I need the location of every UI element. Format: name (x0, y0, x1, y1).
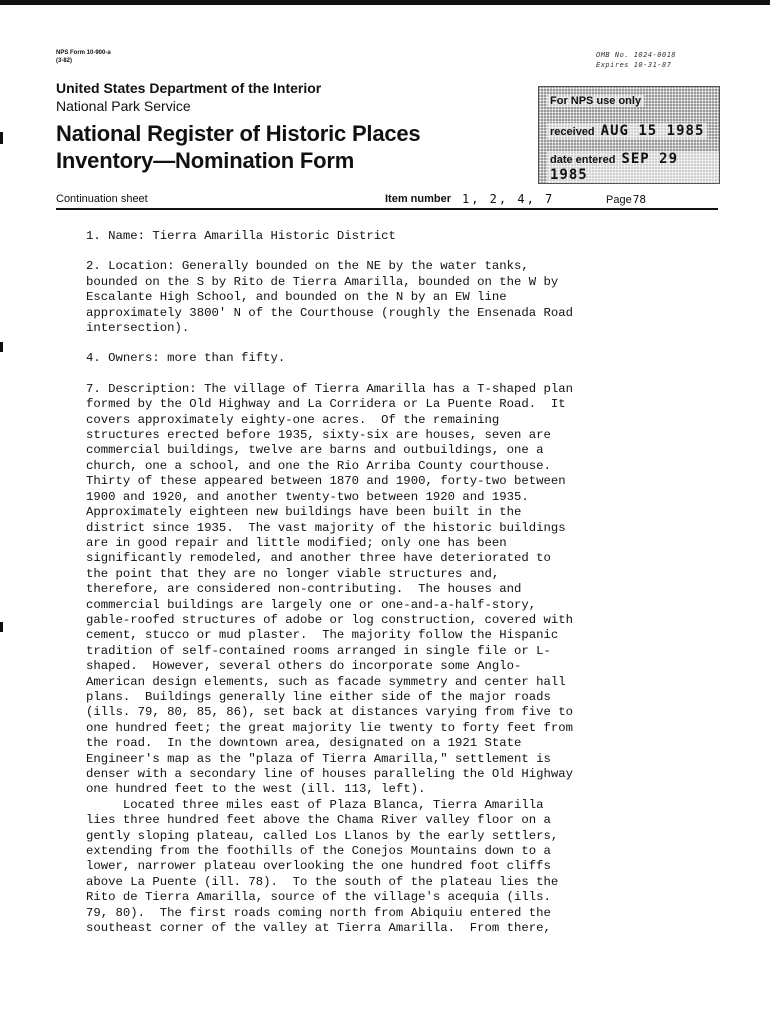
text-line: intersection). (86, 321, 190, 336)
text-line: commercial buildings are largely one or one-and-a-half-story, (86, 597, 537, 612)
page-number: 78 (632, 193, 646, 206)
form-revision: (3-82) (56, 58, 73, 64)
omb-number: OMB No. 1024-0018 (596, 51, 677, 59)
text-line: American design elements, such as facade symmetry and center hall (86, 674, 566, 689)
text-line: Located three miles east of Plaza Blanca, Tierra Amarilla (86, 797, 544, 812)
paragraph-gap (86, 244, 706, 259)
paragraph-gap (86, 367, 706, 382)
text-line: southeast corner of the valley at Tierra Amarilla. From there, (86, 921, 551, 936)
text-line: cement, stucco or mud plaster. The majority follow the Hispanic (86, 628, 559, 643)
text-line: Escalante High School, and bounded on the N by an EW line (86, 290, 507, 305)
form-number: NPS Form 10-900-a (56, 50, 111, 56)
department-name: United States Department of the Interior (56, 80, 322, 96)
text-line: one hundred feet to the west (ill. 113, left). (86, 782, 426, 797)
text-line: (ills. 79, 80, 85, 86), set back at distances varying from five to (86, 705, 574, 720)
entered-label: date entered (550, 154, 616, 166)
form-identifier (56, 49, 111, 65)
paragraph-gap (86, 336, 706, 351)
page-label: Page (606, 194, 632, 206)
text-line: Thirty of these appeared between 1870 and 1900, forty-two between (86, 474, 566, 489)
paragraph (86, 259, 706, 336)
header-rule (56, 208, 718, 210)
nomination-text (86, 229, 706, 936)
text-line: the road. In the downtown area, designated on a 1921 State (86, 736, 522, 751)
text-line: 7. Description: The village of Tierra Amarilla has a T-shaped plan (86, 381, 574, 396)
form-title (56, 120, 420, 174)
text-line: one hundred feet; the great majority lie twenty to forty feet from (86, 720, 574, 735)
text-line: above La Puente (ill. 78). To the south of the plateau lies the (86, 874, 559, 889)
text-line: church, one a school, and one the Rio Arriba County courthouse. (86, 458, 551, 473)
paragraph (86, 382, 706, 937)
scan-edge-mark (0, 622, 3, 632)
text-line: lies three hundred feet above the Chama River valley floor on a (86, 813, 551, 828)
text-line: tradition of self-contained rooms arranged in single file or L- (86, 643, 551, 658)
service-name: National Park Service (56, 98, 191, 114)
text-line: Engineer's map as the "plaza of Tierra Amarilla," settlement is (86, 751, 551, 766)
text-line: 79, 80). The first roads coming north from Abiquiu entered the (86, 905, 551, 920)
form-title-line-2: Inventory—Nomination Form (56, 148, 355, 173)
text-line: Rito de Tierra Amarilla, source of the village's acequia (ills. (86, 890, 551, 905)
nps-use-only-box (538, 86, 720, 184)
text-line: 4. Owners: more than fifty. (86, 351, 286, 366)
text-line: 1. Name: Tierra Amarilla Historic District (86, 229, 396, 243)
scan-edge-mark (0, 342, 3, 352)
text-line: commercial buildings, twelve are barns and outbuildings, one a (86, 443, 544, 458)
text-line: approximately 3800' N of the Courthouse (roughly the Ensenada Road (86, 305, 574, 320)
text-line: plans. Buildings generally line either side of the major roads (86, 689, 551, 704)
omb-approval (596, 50, 676, 70)
received-date: AUG 15 1985 (600, 123, 705, 139)
text-line: therefore, are considered non-contributing. The houses and (86, 582, 522, 597)
form-title-line-1: National Register of Historic Places (56, 121, 421, 146)
text-line: shaped. However, several others do incorporate some Anglo- (86, 659, 522, 674)
continuation-row (56, 193, 718, 207)
scan-edge-mark (0, 132, 3, 144)
text-line: significantly remodeled, and another three have deteriorated to (86, 551, 551, 566)
page-indicator (606, 193, 646, 206)
continuation-sheet-label: Continuation sheet (56, 193, 148, 205)
received-stamp (547, 123, 707, 139)
text-line: Approximately eighteen new buildings have been built in the (86, 505, 522, 520)
paragraph (86, 229, 706, 244)
nps-use-label: For NPS use only (547, 95, 644, 107)
text-line: denser with a secondary line of houses paralleling the Old Highway (86, 767, 574, 781)
text-line: lower, narrower plateau overlooking the one hundred foot cliffs (86, 859, 551, 874)
top-border (0, 0, 770, 5)
text-line: structures erected before 1935, sixty-six are houses, seven are (86, 428, 551, 443)
text-line: district since 1935. The vast majority of the historic buildings (86, 520, 566, 535)
text-line: covers approximately eighty-one acres. Of the remaining (86, 412, 500, 427)
item-number-label: Item number (385, 193, 452, 205)
text-line: bounded on the S by Rito de Tierra Amarilla, bounded on the W by (86, 274, 559, 289)
text-line: are in good repair and little modified; only one has been (86, 535, 507, 550)
item-number-value: 1, 2, 4, 7 (462, 192, 555, 206)
entered-date: SEP 29 1985 (550, 151, 678, 183)
text-line: formed by the Old Highway and La Corridera or La Puente Road. It (86, 397, 566, 412)
entered-stamp (547, 151, 719, 183)
paragraph (86, 351, 706, 366)
text-line: the point that they are no longer viable structures and, (86, 566, 500, 581)
text-line: 1900 and 1920, and another twenty-two between 1920 and 1935. (86, 489, 529, 504)
received-label: received (550, 126, 595, 138)
text-line: extending from the foothills of the Conejos Mountains down to a (86, 844, 551, 859)
omb-expiry: Expires 10-31-87 (596, 61, 672, 69)
text-line: gently sloping plateau, called Los Llanos by the early settlers, (86, 828, 559, 843)
text-line: gable-roofed structures of adobe or log construction, covered with (86, 612, 574, 627)
text-line: 2. Location: Generally bounded on the NE by the water tanks, (86, 259, 529, 274)
